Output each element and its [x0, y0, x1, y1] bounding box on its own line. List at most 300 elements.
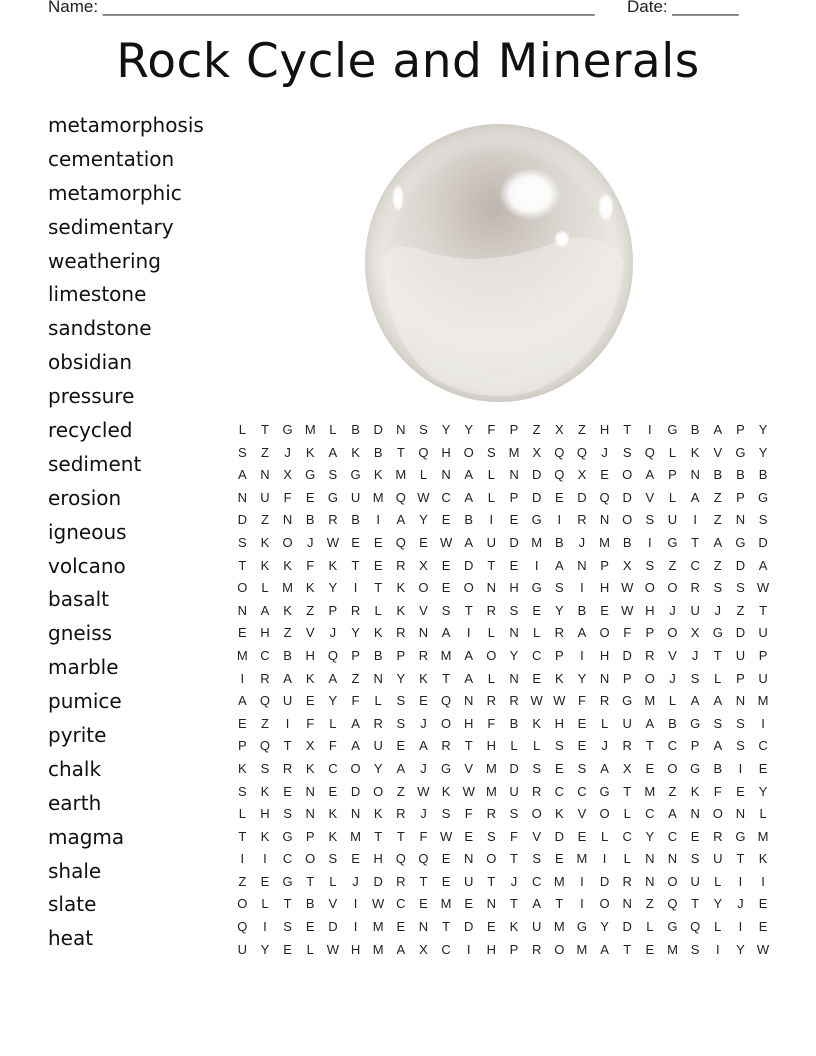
grid-letter: O	[350, 760, 361, 776]
grid-letter: Z	[645, 896, 654, 912]
grid-letter: S	[237, 783, 247, 799]
grid-letter: N	[486, 896, 497, 912]
grid-letter: G	[622, 693, 633, 709]
grid-letter: R	[531, 783, 542, 799]
grid-letter: N	[599, 670, 610, 686]
grid-letter: A	[554, 557, 564, 573]
grid-letter: R	[645, 647, 655, 663]
grid-letter: K	[441, 783, 451, 799]
grid-letter: W	[372, 896, 385, 912]
grid-letter: M	[395, 467, 407, 483]
grid-letter: P	[305, 828, 315, 844]
grid-row	[231, 645, 774, 668]
grid-letter: O	[282, 534, 293, 550]
grid-letter: H	[554, 715, 564, 731]
grid-letter: I	[240, 670, 245, 686]
grid-letter: E	[305, 489, 315, 505]
grid-letter: J	[352, 873, 359, 889]
header	[48, 0, 768, 17]
grid-letter: I	[557, 512, 562, 528]
grid-letter: R	[260, 670, 270, 686]
grid-letter: G	[667, 919, 678, 935]
grid-letter: U	[350, 489, 361, 505]
grid-letter: O	[644, 580, 655, 596]
grid-letter: F	[464, 806, 473, 822]
word-list-item: gneiss	[48, 621, 113, 646]
grid-letter: K	[373, 806, 383, 822]
grid-letter: Y	[464, 422, 474, 437]
grid-letter: T	[555, 896, 564, 912]
grid-letter: Y	[600, 919, 609, 935]
grid-letter: I	[761, 715, 765, 731]
grid-letter: H	[599, 647, 610, 663]
grid-letter: E	[554, 760, 564, 776]
grid-letter: L	[374, 602, 382, 618]
grid-letter: I	[534, 557, 539, 573]
grid-letter: R	[328, 512, 338, 528]
grid-letter: A	[690, 693, 700, 709]
grid-letter: Q	[395, 534, 406, 550]
grid-letter: S	[690, 851, 700, 867]
grid-letter: U	[667, 512, 678, 528]
grid-letter: K	[509, 919, 519, 935]
grid-letter: Y	[577, 670, 587, 686]
grid-letter: K	[283, 557, 292, 573]
grid-letter: K	[554, 806, 564, 822]
grid-letter: D	[735, 557, 746, 573]
grid-letter: X	[419, 941, 428, 957]
grid-letter: X	[554, 422, 564, 437]
grid-letter: Q	[667, 896, 678, 912]
grid-letter: Y	[713, 896, 723, 912]
grid-letter: N	[509, 670, 519, 686]
grid-letter: E	[419, 693, 428, 709]
grid-letter: M	[485, 760, 497, 776]
grid-letter: Q	[259, 738, 271, 754]
grid-letter: L	[714, 919, 722, 935]
grid-letter: F	[283, 489, 292, 505]
grid-letter: S	[441, 806, 451, 822]
word-list	[48, 111, 204, 958]
grid-letter: L	[600, 715, 609, 731]
grid-letter: A	[713, 738, 723, 754]
grid-letter: Q	[690, 919, 701, 935]
grid-letter: T	[691, 896, 700, 912]
grid-letter: U	[758, 625, 768, 641]
grid-letter: L	[623, 806, 631, 822]
grid-letter: T	[623, 422, 632, 437]
grid-letter: K	[396, 602, 406, 618]
grid-letter: E	[305, 693, 315, 709]
grid-letter: E	[758, 760, 768, 776]
grid-letter: V	[328, 896, 338, 912]
grid-letter: L	[646, 919, 654, 935]
grid-letter: L	[487, 625, 495, 641]
grid-letter: A	[645, 715, 655, 731]
grid-letter: B	[509, 715, 519, 731]
grid-letter: T	[442, 919, 451, 935]
grid-row	[231, 916, 774, 939]
grid-letter: Z	[396, 783, 405, 799]
word-list-item: pumice	[48, 689, 122, 714]
grid-letter: K	[260, 557, 270, 573]
grid-letter: H	[441, 444, 451, 460]
grid-letter: I	[761, 873, 765, 889]
grid-letter: L	[533, 625, 541, 641]
grid-letter: C	[328, 760, 338, 776]
grid-letter: S	[328, 851, 338, 867]
grid-row	[231, 577, 774, 600]
grid-letter: O	[486, 851, 497, 867]
grid-letter: T	[510, 896, 518, 912]
grid-letter: C	[645, 806, 655, 822]
grid-letter: E	[645, 941, 655, 957]
grid-letter: S	[645, 557, 655, 573]
grid-letter: B	[554, 534, 564, 550]
grid-letter: D	[599, 873, 610, 889]
grid-letter: A	[237, 693, 247, 709]
grid-letter: E	[600, 467, 609, 483]
grid-letter: R	[396, 806, 406, 822]
grid-letter: N	[237, 489, 248, 505]
grid-letter: X	[532, 444, 541, 460]
grid-letter: N	[735, 693, 746, 709]
grid-letter: R	[396, 625, 406, 641]
grid-letter: J	[420, 715, 427, 731]
grid-letter: E	[758, 919, 768, 935]
grid-letter: X	[622, 557, 632, 573]
grid-letter: G	[282, 828, 293, 844]
word-list-item: erosion	[48, 485, 122, 510]
grid-letter: G	[441, 760, 452, 776]
grid-letter: O	[644, 670, 655, 686]
grid-letter: F	[328, 738, 337, 754]
grid-letter: X	[690, 625, 700, 641]
grid-letter: T	[691, 534, 700, 550]
grid-letter: J	[420, 760, 427, 776]
grid-letter: W	[439, 534, 453, 550]
grid-letter: B	[283, 647, 292, 663]
grid-letter: Z	[713, 512, 722, 528]
grid-letter: H	[464, 715, 474, 731]
grid-letter: H	[509, 580, 519, 596]
grid-letter: X	[305, 738, 315, 754]
grid-row	[231, 622, 774, 645]
grid-letter: E	[441, 873, 451, 889]
grid-letter: L	[668, 693, 677, 709]
grid-letter: U	[464, 873, 474, 889]
grid-letter: N	[622, 896, 632, 912]
grid-letter: A	[690, 489, 700, 505]
grid-letter: D	[531, 489, 542, 505]
grid-letter: V	[713, 444, 723, 460]
grid-letter: S	[577, 760, 587, 776]
grid-row	[231, 532, 774, 555]
grid-letter: P	[396, 647, 406, 663]
grid-letter: U	[509, 783, 519, 799]
grid-letter: G	[690, 715, 701, 731]
grid-letter: R	[509, 693, 519, 709]
grid-letter: P	[328, 602, 338, 618]
grid-letter: L	[419, 467, 428, 483]
grid-letter: T	[442, 670, 451, 686]
grid-letter: A	[577, 625, 587, 641]
grid-letter: T	[396, 444, 405, 460]
grid-letter: Q	[395, 489, 406, 505]
grid-letter: A	[713, 693, 723, 709]
grid-letter: C	[441, 941, 451, 957]
grid-letter: K	[260, 534, 270, 550]
grid-letter: U	[735, 647, 746, 663]
grid-letter: V	[577, 806, 587, 822]
grid-letter: T	[464, 602, 473, 618]
grid-letter: N	[305, 806, 315, 822]
grid-letter: C	[282, 851, 293, 867]
grid-letter: G	[282, 873, 293, 889]
grid-letter: T	[396, 828, 405, 844]
grid-row	[231, 826, 774, 849]
grid-letter: E	[283, 783, 292, 799]
grid-letter: X	[622, 760, 632, 776]
grid-letter: U	[622, 715, 632, 731]
grid-letter: A	[328, 444, 338, 460]
grid-letter: G	[350, 467, 361, 483]
grid-letter: S	[736, 580, 745, 596]
grid-letter: B	[758, 467, 768, 483]
grid-letter: M	[576, 851, 588, 867]
grid-letter: S	[532, 760, 541, 776]
grid-letter: A	[328, 670, 338, 686]
grid-letter: T	[238, 828, 247, 844]
grid-letter: A	[464, 489, 474, 505]
grid-letter: F	[419, 828, 428, 844]
grid-row	[231, 803, 774, 826]
word-list-item: slate	[48, 892, 97, 917]
grid-letter: K	[283, 602, 292, 618]
name-label: Name: ____________________________________________________	[48, 0, 595, 16]
grid-letter: H	[599, 422, 610, 437]
grid-letter: A	[237, 467, 247, 483]
grid-letter: M	[531, 534, 543, 550]
grid-letter: B	[464, 512, 474, 528]
grid-letter: E	[351, 851, 360, 867]
grid-letter: N	[735, 806, 746, 822]
grid-letter: R	[713, 828, 723, 844]
grid-letter: Y	[396, 670, 406, 686]
grid-letter: E	[419, 896, 428, 912]
grid-letter: N	[464, 693, 474, 709]
grid-letter: L	[329, 715, 337, 731]
grid-letter: T	[283, 896, 292, 912]
grid-letter: Z	[713, 557, 722, 573]
grid-letter: O	[712, 806, 723, 822]
grid-letter: W	[621, 580, 634, 596]
grid-letter: A	[396, 512, 406, 528]
grid-letter: D	[373, 422, 383, 437]
grid-letter: R	[622, 873, 632, 889]
grid-letter: O	[237, 580, 248, 596]
grid-letter: J	[691, 647, 699, 663]
grid-letter: T	[759, 602, 768, 618]
grid-letter: P	[736, 422, 745, 437]
word-list-item: magma	[48, 824, 125, 849]
grid-letter: I	[580, 873, 584, 889]
grid-letter: S	[509, 806, 519, 822]
grid-letter: I	[602, 851, 607, 867]
grid-letter: Z	[351, 670, 360, 686]
grid-letter: O	[418, 580, 429, 596]
grid-row	[231, 509, 774, 532]
grid-letter: S	[645, 512, 655, 528]
grid-letter: M	[350, 828, 361, 844]
grid-letter: D	[622, 489, 632, 505]
grid-letter: S	[328, 467, 338, 483]
grid-letter: T	[238, 557, 247, 573]
grid-letter: I	[285, 715, 290, 731]
grid-letter: V	[645, 489, 655, 505]
grid-row	[231, 713, 774, 736]
grid-letter: I	[353, 896, 358, 912]
grid-row	[231, 781, 774, 804]
grid-letter: P	[736, 670, 745, 686]
grid-letter: U	[690, 602, 700, 618]
grid-letter: I	[353, 919, 358, 935]
grid-letter: P	[668, 467, 677, 483]
grid-letter: S	[237, 534, 247, 550]
word-list-item: pressure	[48, 384, 135, 409]
grid-letter: E	[373, 534, 383, 550]
grid-letter: Y	[419, 512, 428, 528]
grid-letter: I	[715, 941, 720, 957]
grid-letter: I	[738, 919, 743, 935]
grid-letter: E	[645, 760, 655, 776]
grid-letter: B	[690, 422, 700, 437]
grid-letter: F	[306, 715, 315, 731]
grid-letter: O	[237, 896, 248, 912]
grid-letter: G	[531, 512, 542, 528]
grid-letter: T	[645, 738, 654, 754]
grid-letter: M	[440, 896, 452, 912]
grid-letter: B	[373, 647, 383, 663]
grid-letter: T	[736, 851, 745, 867]
grid-letter: Q	[599, 489, 610, 505]
grid-letter: F	[713, 783, 722, 799]
grid-letter: R	[554, 625, 564, 641]
grid-letter: G	[712, 625, 723, 641]
grid-letter: R	[622, 738, 632, 754]
grid-letter: E	[554, 489, 564, 505]
grid-letter: P	[622, 670, 632, 686]
grid-letter: N	[464, 851, 474, 867]
grid-letter: O	[667, 625, 678, 641]
word-list-item: earth	[48, 790, 102, 815]
grid-letter: M	[304, 422, 316, 437]
grid-letter: F	[623, 625, 632, 641]
grid-letter: B	[305, 896, 315, 912]
grid-letter: W	[439, 828, 453, 844]
grid-letter: D	[509, 534, 519, 550]
grid-letter: A	[464, 670, 474, 686]
grid-letter: D	[350, 783, 361, 799]
grid-letter: W	[621, 602, 634, 618]
grid-letter: O	[622, 467, 633, 483]
grid-letter: W	[326, 941, 340, 957]
grid-letter: L	[759, 806, 767, 822]
grid-letter: E	[532, 670, 541, 686]
grid-letter: O	[305, 851, 316, 867]
grid-letter: O	[599, 896, 610, 912]
grid-letter: K	[373, 625, 383, 641]
grid-letter: L	[487, 670, 495, 686]
grid-letter: P	[758, 647, 768, 663]
grid-letter: Z	[668, 783, 677, 799]
grid-letter: I	[466, 941, 471, 957]
grid-letter: P	[600, 557, 609, 573]
grid-letter: D	[735, 625, 746, 641]
grid-letter: E	[441, 512, 451, 528]
date-label: Date: _______	[627, 0, 739, 16]
grid-letter: T	[510, 851, 518, 867]
word-list-item: sandstone	[48, 316, 152, 341]
grid-letter: N	[690, 806, 700, 822]
grid-letter: C	[554, 783, 564, 799]
grid-letter: E	[509, 512, 519, 528]
grid-letter: I	[353, 580, 358, 596]
grid-letter: E	[283, 941, 292, 957]
grid-letter: Q	[554, 444, 565, 460]
grid-letter: I	[489, 512, 494, 528]
grid-letter: V	[668, 647, 677, 663]
grid-letter: Y	[509, 647, 519, 663]
grid-letter: E	[441, 557, 451, 573]
grid-letter: F	[306, 557, 315, 573]
grid-letter: O	[463, 580, 474, 596]
grid-letter: A	[668, 806, 677, 822]
grid-letter: I	[693, 512, 697, 528]
grid-letter: G	[576, 919, 587, 935]
grid-letter: C	[260, 647, 270, 663]
grid-letter: K	[328, 557, 338, 573]
grid-letter: C	[441, 489, 451, 505]
grid-letter: L	[487, 467, 495, 483]
grid-letter: S	[283, 806, 292, 822]
grid-letter: A	[600, 941, 609, 957]
grid-letter: A	[419, 738, 428, 754]
grid-letter: L	[487, 489, 495, 505]
grid-letter: Q	[327, 647, 338, 663]
grid-letter: R	[373, 715, 383, 731]
grid-letter: V	[532, 828, 541, 844]
grid-letter: J	[601, 738, 608, 754]
grid-letter: T	[623, 783, 632, 799]
grid-letter: C	[396, 896, 406, 912]
grid-letter: O	[463, 444, 474, 460]
grid-letter: K	[305, 444, 315, 460]
grid-letter: K	[690, 783, 700, 799]
grid-letter: U	[690, 873, 700, 889]
grid-letter: E	[577, 738, 587, 754]
grid-letter: Z	[260, 512, 269, 528]
grid-letter: I	[580, 580, 584, 596]
grid-letter: T	[374, 828, 383, 844]
grid-letter: Q	[418, 444, 429, 460]
grid-letter: C	[690, 557, 700, 573]
grid-letter: Z	[306, 602, 315, 618]
grid-letter: K	[690, 444, 700, 460]
grid-letter: I	[263, 919, 267, 935]
grid-letter: Z	[532, 422, 541, 437]
grid-letter: R	[282, 760, 293, 776]
